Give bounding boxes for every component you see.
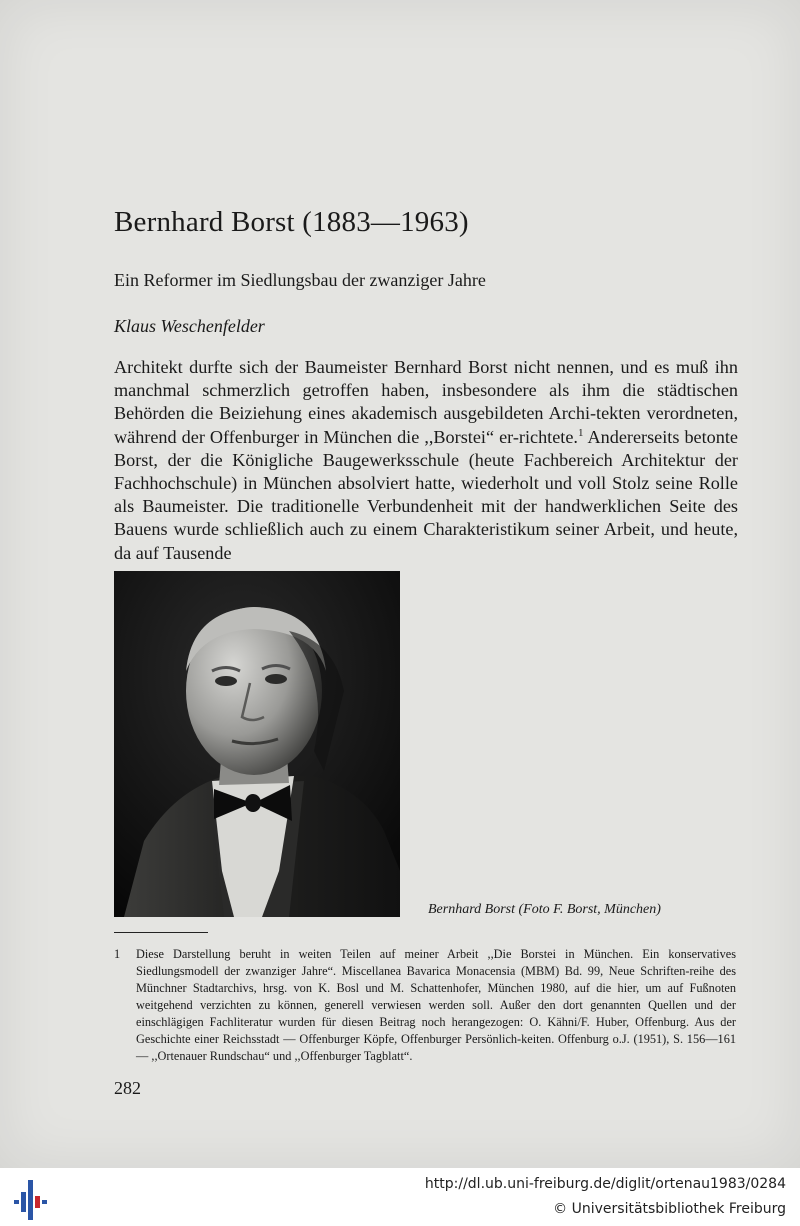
copyright-notice: © Universitätsbibliothek Freiburg	[553, 1201, 786, 1217]
footnote-divider	[114, 932, 208, 933]
article-title: Bernhard Borst (1883—1963)	[114, 206, 469, 238]
photo-caption: Bernhard Borst (Foto F. Borst, München)	[428, 902, 661, 917]
footnote-text: Diese Darstellung beruht in weiten Teilen auf meiner Arbeit ,,Die Borstei in München. Ein konservatives Siedlungsmodell der zwanziger Jahre“. Miscellanea Bavarica Monacensia (MBM) Bd. 99, Neue Schriften-reihe des Münchner Stadtarchivs, hrsg. von K. Bosl und M. Schattenhofer, München 1980, auf die hier, um auf Fußnoten weitgehend verzichten zu können, generell verwiesen werden soll. Außer den dort genannten Quellen und der einschlägigen Fachliteratur wurden für diesen Beitrag noch herangezogen: O. Kähni/F. Huber, Offenburg. Aus der Geschichte einer Reichsstadt — Offenburger Köpfe, Offenburger Persönlich-keiten. Offenburg o.J. (1951), S. 156—161 — ,,Ortenauer Rundschau“ und ,,Offenburger Tagblatt“.	[136, 947, 736, 1063]
body-text-part-2: Andererseits betonte Borst, der die Königliche Baugewerksschule (heute Fachbereich Architektur der Fachhochschule) in München absolviert hatte, wiederholt und voll Stolz seine Rolle als Baumeister. Die traditionelle Verbundenheit mit der handwerklichen Seite des Bauens wurde schließlich auch zu einem Charakteristikum seiner Arbeit, und heute, da auf Tausende	[114, 426, 738, 563]
body-text-part-1: Architekt durfte sich der Baumeister Bernhard Borst nicht nennen, und es muß ihn manchmal schmerzlich getroffen haben, insbesondere als ihm die städtischen Behörden die Beiziehung eines akademisch ausgebildeten Archi-tekten verordneten, während der Offenburger in München die ,,Borstei“ er-richtete.	[114, 357, 738, 447]
portrait-photo	[114, 571, 400, 917]
ub-freiburg-logo-icon[interactable]	[10, 1176, 50, 1224]
source-url-link[interactable]: http://dl.ub.uni-freiburg.de/diglit/ortenau1983/0284	[424, 1176, 786, 1192]
footnote	[114, 946, 736, 1065]
article-author: Klaus Weschenfelder	[114, 316, 265, 336]
article-subtitle: Ein Reformer im Siedlungsbau der zwanziger Jahre	[114, 270, 486, 290]
footnote-number: 1	[114, 947, 121, 961]
footnote-reference[interactable]: 1	[577, 426, 584, 439]
page-number: 282	[114, 1078, 141, 1098]
article-body	[114, 356, 738, 565]
library-footer	[0, 1168, 800, 1226]
